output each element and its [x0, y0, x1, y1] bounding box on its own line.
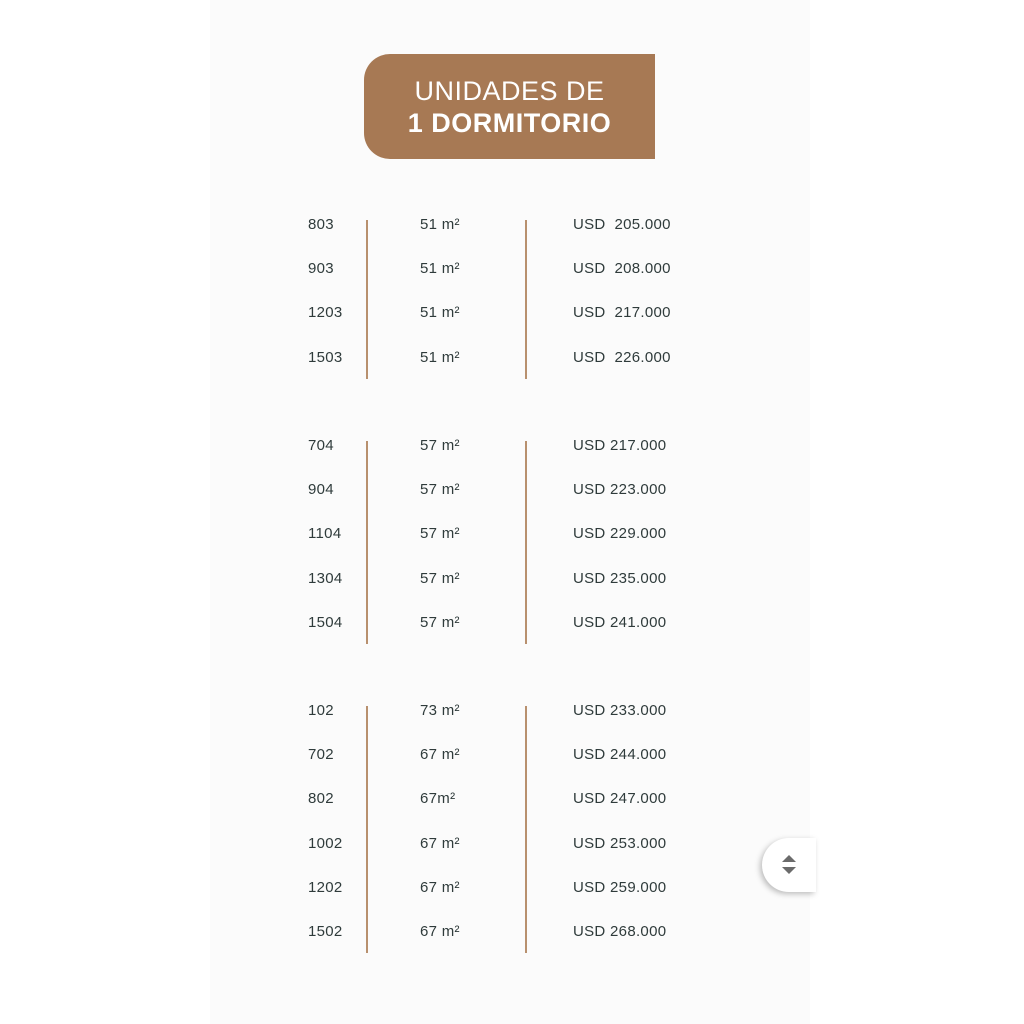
unit-price: USD 223.000: [573, 481, 667, 499]
unit-area: 57 m²: [420, 569, 460, 587]
unit-area: 51 m²: [420, 216, 460, 233]
table-row: [0, 525, 1024, 569]
table-row: [0, 702, 1024, 746]
unit-price: USD 205.000: [573, 216, 671, 233]
unit-number: 704: [308, 437, 334, 454]
unit-price: USD 233.000: [573, 702, 667, 719]
table-row: [0, 790, 1024, 834]
table-row: [0, 835, 1024, 879]
column-divider-left: [366, 706, 368, 953]
unit-number: 904: [308, 481, 334, 499]
unit-price: USD 226.000: [573, 348, 671, 366]
column-divider-right: [525, 220, 527, 379]
unit-area: 67 m²: [420, 834, 460, 852]
column-divider-left: [366, 441, 368, 644]
unit-number: 1503: [308, 348, 343, 366]
unit-number: 1203: [308, 304, 343, 322]
unit-price: USD 235.000: [573, 569, 667, 587]
unit-area: 57 m²: [420, 613, 460, 631]
title-line-2: 1 DORMITORIO: [407, 108, 612, 138]
unit-price: USD 247.000: [573, 790, 667, 808]
unit-area: 57 m²: [420, 437, 460, 454]
unit-price: USD 259.000: [573, 878, 667, 896]
unit-area: 67 m²: [420, 923, 460, 940]
unit-price: USD 217.000: [573, 437, 667, 454]
unit-number: 802: [308, 790, 334, 808]
unit-area: 57 m²: [420, 525, 460, 543]
unit-number: 903: [308, 260, 334, 278]
column-divider-right: [525, 441, 527, 644]
table-row: [0, 260, 1024, 304]
unit-number: 803: [308, 216, 334, 233]
table-row: [0, 437, 1024, 481]
chevron-down-icon: [782, 867, 796, 874]
unit-area: 51 m²: [420, 304, 460, 322]
table-row: [0, 879, 1024, 923]
table-row: [0, 570, 1024, 614]
section-title-badge: [364, 54, 655, 159]
unit-price: USD 208.000: [573, 260, 671, 278]
unit-area: 67 m²: [420, 746, 460, 764]
unit-area: 51 m²: [420, 348, 460, 366]
unit-number: 102: [308, 702, 334, 719]
title-line-1: UNIDADES DE: [414, 76, 605, 106]
unit-number: 1002: [308, 834, 343, 852]
table-row: [0, 216, 1024, 260]
column-divider-right: [525, 706, 527, 953]
unit-price: USD 229.000: [573, 525, 667, 543]
unit-price: USD 268.000: [573, 923, 667, 940]
table-row: [0, 349, 1024, 393]
table-row: [0, 746, 1024, 790]
table-row: [0, 614, 1024, 658]
unit-number: 1304: [308, 569, 343, 587]
unit-area: 67 m²: [420, 878, 460, 896]
column-divider-left: [366, 220, 368, 379]
unit-number: 1504: [308, 613, 343, 631]
unit-area: 67m²: [420, 790, 456, 808]
unit-number: 1502: [308, 923, 343, 940]
unit-price: USD 217.000: [573, 304, 671, 322]
unit-number: 1202: [308, 878, 343, 896]
unit-price: USD 241.000: [573, 613, 667, 631]
table-row: [0, 304, 1024, 348]
unit-area: 51 m²: [420, 260, 460, 278]
unit-number: 1104: [308, 525, 342, 543]
table-row: [0, 923, 1024, 967]
chevron-up-icon: [782, 855, 796, 862]
scroll-toggle-button[interactable]: [762, 838, 816, 892]
unit-area: 57 m²: [420, 481, 460, 499]
unit-price: USD 244.000: [573, 746, 667, 764]
table-row: [0, 481, 1024, 525]
unit-price: USD 253.000: [573, 834, 667, 852]
unit-area: 73 m²: [420, 702, 460, 719]
unit-number: 702: [308, 746, 334, 764]
